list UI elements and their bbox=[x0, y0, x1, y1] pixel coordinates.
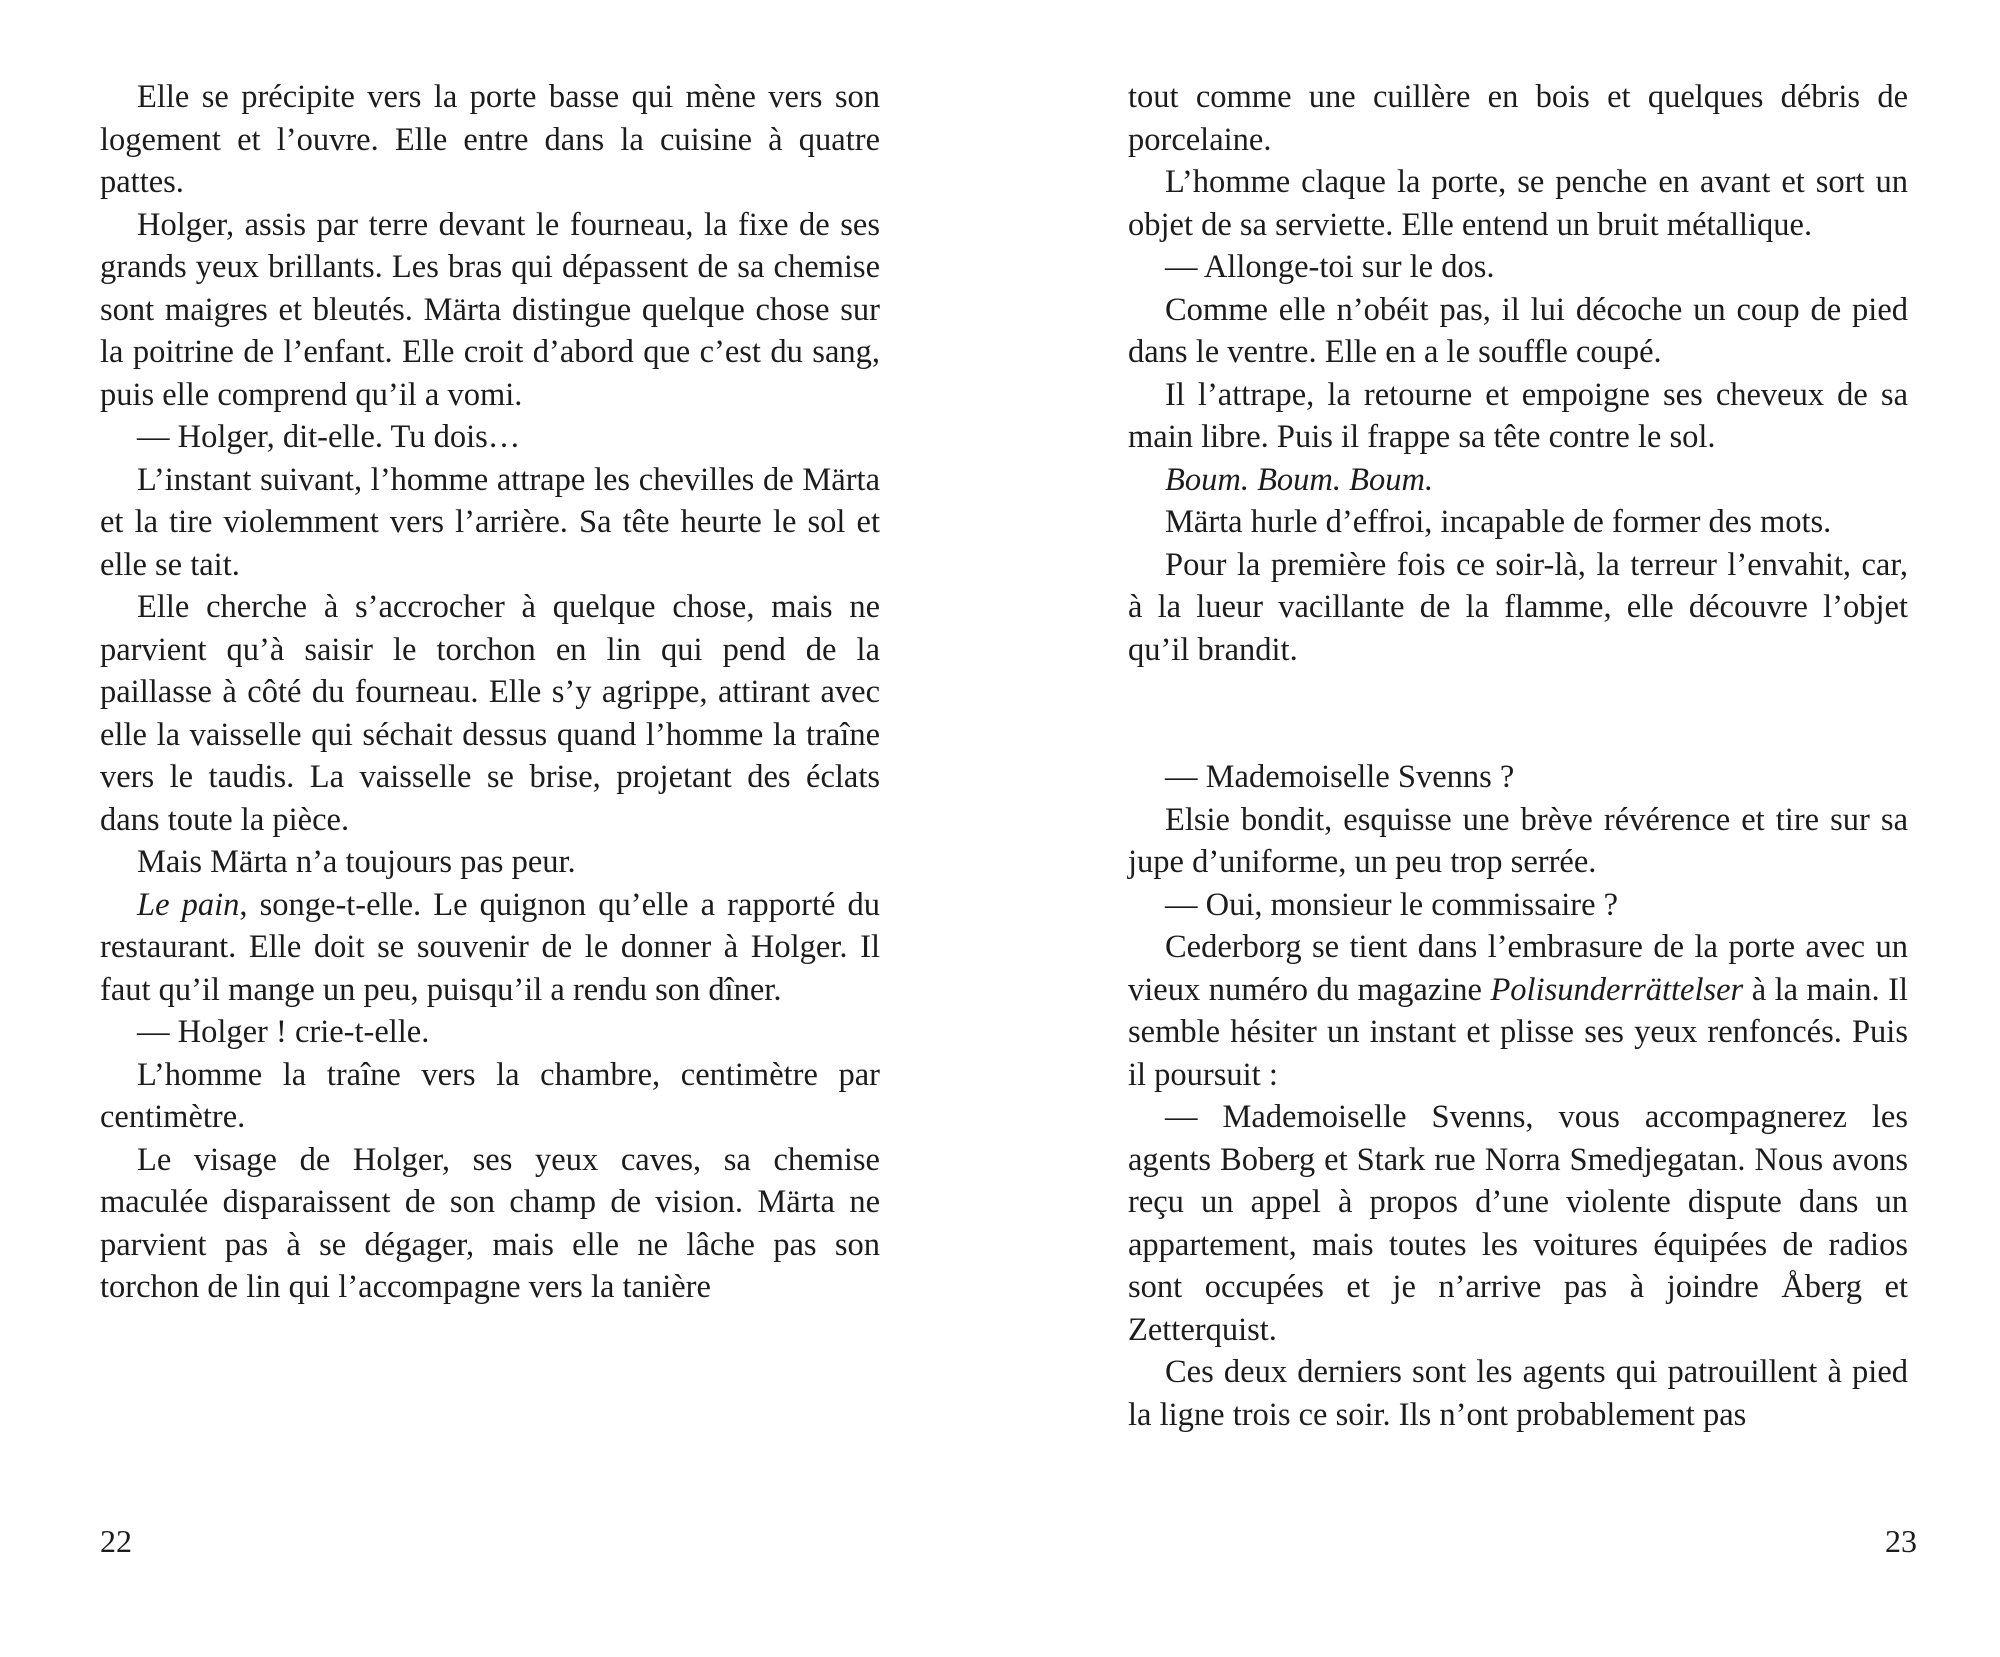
paragraph bbox=[1128, 926, 1908, 1096]
paragraph bbox=[100, 884, 880, 1012]
paragraph: Ces deux derniers sont les agents qui patrouillent à pied la ligne trois ce soir. Ils n’ont probablement pas bbox=[1128, 1354, 1908, 1433]
paragraph: L’instant suivant, l’homme attrape les chevilles de Märta et la tire violemment vers l’arrière. Sa tête heurte le sol et elle se tait. bbox=[100, 461, 880, 583]
italic-text: Le pain bbox=[137, 886, 240, 923]
paragraph: L’homme claque la porte, se penche en avant et sort un objet de sa serviette. Elle entend un bruit métallique. bbox=[1128, 164, 1908, 243]
paragraph-text: Cederborg se tient dans l’embrasure de la porte avec un vieux numéro du magazine bbox=[1128, 929, 1908, 1008]
page-number-left: 22 bbox=[100, 1523, 132, 1559]
paragraph: — Mademoiselle Svenns ? bbox=[1165, 759, 1515, 795]
page-number-right: 23 bbox=[1885, 1523, 1917, 1559]
paragraph: Pour la première fois ce soir-là, la terreur l’envahit, car, à la lueur vacillante de la flamme, elle découvre l’objet qu’il brandit. bbox=[1128, 546, 1908, 668]
paragraph: Comme elle n’obéit pas, il lui décoche un coup de pied dans le ventre. Elle en a le souffle coupé. bbox=[1128, 291, 1908, 370]
paragraph-text: , songe-t-elle. Le quignon qu’elle a rapporté du restaurant. Elle doit se souvenir de le donner à Holger. Il faut qu’il mange un peu, puisqu’il a rendu son dîner. bbox=[100, 886, 880, 1008]
paragraph: Mais Märta n’a toujours pas peur. bbox=[137, 844, 576, 880]
paragraph: Le visage de Holger, ses yeux caves, sa chemise maculée disparaissent de son champ de vision. Märta ne parvient pas à se dégager, mais elle ne lâche pas son torchon de lin qui l’accompagne vers la tanière bbox=[100, 1141, 880, 1305]
left-page-text bbox=[100, 76, 880, 1309]
paragraph: — Allonge-toi sur le dos. bbox=[1165, 249, 1495, 285]
paragraph: Märta hurle d’effroi, incapable de former des mots. bbox=[1165, 504, 1832, 540]
italic-text: Boum. Boum. Boum. bbox=[1165, 461, 1434, 498]
paragraph bbox=[1128, 459, 1908, 502]
paragraph: — Oui, monsieur le commissaire ? bbox=[1165, 886, 1619, 923]
paragraph-text: à la main. Il semble hésiter un instant et plisse ses yeux renfoncés. Puis il poursuit : bbox=[1128, 971, 1908, 1093]
paragraph: Elsie bondit, esquisse une brève révérence et tire sur sa jupe d’uniforme, un peu trop serrée. bbox=[1128, 801, 1908, 880]
paragraph: Il l’attrape, la retourne et empoigne ses cheveux de sa main libre. Puis il frappe sa tête contre le sol. bbox=[1128, 376, 1908, 455]
paragraph: — Holger ! crie-t-elle. bbox=[137, 1014, 430, 1050]
paragraph: L’homme la traîne vers la chambre, centimètre par centimètre. bbox=[100, 1056, 880, 1135]
paragraph: tout comme une cuillère en bois et quelques débris de porcelaine. bbox=[1128, 79, 1908, 158]
paragraph: Holger, assis par terre devant le fourneau, la fixe de ses grands yeux brillants. Les bras qui dépassent de sa chemise sont maigres et bleutés. Märta distingue quelque chose sur la poitrine de l’enfant. Elle croit d’abord que c’est du sang, puis elle comprend qu’il a vomi. bbox=[100, 206, 880, 413]
paragraph: Elle se précipite vers la porte basse qui mène vers son logement et l’ouvre. Elle entre dans la cuisine à quatre pattes. bbox=[100, 79, 880, 200]
paragraph: — Holger, dit-elle. Tu dois… bbox=[137, 419, 521, 455]
right-page-text bbox=[1128, 76, 1908, 1436]
paragraph: — Mademoiselle Svenns, vous accompagnerez les agents Boberg et Stark rue Norra Smedjegatan. Nous avons reçu un appel à propos d’une violente dispute dans un appartement, mais toutes les voitures équipées de radios sont occupées et je n’arrive pas à joindre Åberg et Zetterquist. bbox=[1128, 1099, 1908, 1348]
italic-text: Polisunderrättelser bbox=[1490, 971, 1744, 1008]
paragraph: Elle cherche à s’accrocher à quelque chose, mais ne parvient qu’à saisir le torchon en lin qui pend de la paillasse à côté du fourneau. Elle s’y agrippe, attirant avec elle la vaisselle qui séchait dessus quand l’homme la traîne vers le taudis. La vaisselle se brise, projetant des éclats dans toute la pièce. bbox=[100, 589, 880, 838]
